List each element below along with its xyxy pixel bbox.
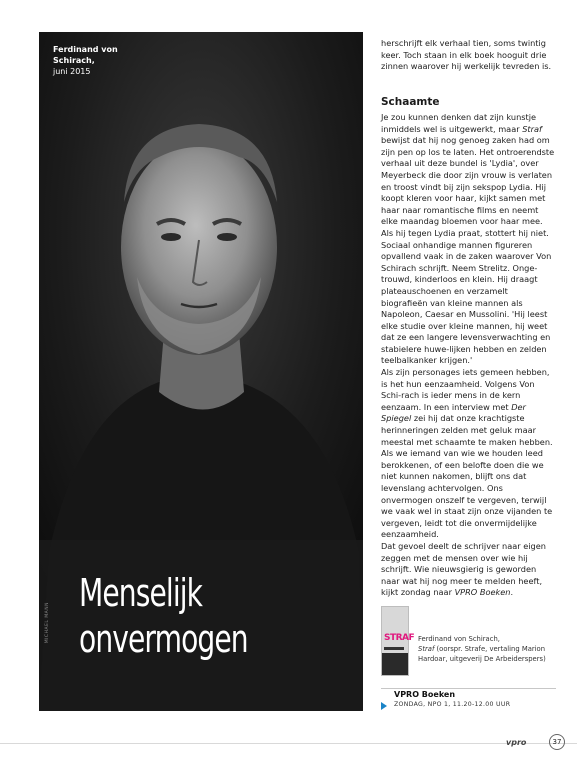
program-title: VPRO Boeken (394, 690, 456, 699)
book-info-box (381, 606, 556, 686)
book-title-ref: Straf (522, 123, 542, 134)
body-paragraph (381, 541, 556, 599)
show-ref: VPRO Boeken (454, 587, 511, 598)
portrait-photo (39, 32, 363, 711)
text-run: Je zou kunnen denken dat zijn kunstje inmiddels wel is uitgewerkt, maar (381, 112, 537, 134)
page-number: 37 (549, 734, 565, 750)
book-details (418, 634, 558, 664)
text-run: Dat gevoel deelt de schrijver naar eigen zeggen met de mensen over wie hij schrijft. Wie nieuwsgierig is geworden naar wat hij nog meer te melden heeft, kijkt zondag naar (381, 540, 546, 598)
play-arrow-icon (381, 702, 387, 710)
body-paragraph (381, 112, 556, 240)
book-meta: (oorspr. Strafe, vertaling Marion Hardoar, uitgeverij De Arbeiderspers) (418, 645, 546, 663)
body-paragraph (381, 367, 556, 541)
book-cover-title: STRAF (384, 633, 415, 643)
caption-date: juni 2015 (53, 67, 91, 76)
text-run: . (510, 587, 514, 598)
footer-divider (0, 743, 577, 744)
book-title: Straf (418, 645, 435, 653)
body-paragraph: Sociaal onhandige mannen figureren opvallend vaak in de zaken waarover Von Schirach schrijft. Neem Strelitz. Onge-trouwd, kinderloos en klein. Hij draagt plateauschoenen en verzamelt biografieën van kleine mannen als Napoleon, Caesar en Mussolini. 'Hij leest elke studie over kleine mannen, hij weet dat ze een langere levensverwachting en stabielere huwe-lijken hebben en zelden teelbalkanker krijgen.' (381, 239, 552, 366)
divider (381, 688, 556, 689)
section-subhead: Schaamte (381, 96, 440, 108)
photo-credit: MICHAEL MANN (45, 602, 50, 644)
text-run: Als zijn personages iets gemeen hebben, is het hun eenzaamheid. Volgens Von Schi-rach is ieder mens in de kern eenzaam. In een interview met (381, 367, 550, 412)
caption-name: Ferdinand von Schirach, (53, 45, 118, 65)
book-author: Ferdinand von Schirach, (418, 635, 500, 643)
headline (79, 570, 289, 662)
text-run: bewijst dat hij nog genoeg zaken had om zijn pen op los te laten. Het ontroerendste verhaal uit deze bundel is 'Lydia', over Meyerbeck die door zijn vrouw is verlaten en troost vindt bij zijn sekspop Lydia. Hij koopt kleren voor haar, kijkt samen met haar naar romantische films en neemt elke maandag bloemen voor haar mee. Als hij tegen Lydia praat, stottert hij niet. (381, 135, 555, 238)
photo-caption (53, 44, 143, 77)
publisher-logo: vpro (506, 738, 527, 747)
magazine-ref: Der Spiegel (381, 401, 526, 424)
text-run: zei hij dat onze krachtigste herinneringen zelden met geluk maar meestal met schaamte te maken hebben. Als we iemand van wie we houden leed berokkenen, of een belofte doen die we niet kunnen nakomen, blijft ons dat levenslang achtervolgen. Ons onvermogen onszelf te vergeven, terwijl we vaak wel in staat zijn onze vijanden te vergeven, leidt tot die onvermijdelijke eenzaamheid. (381, 413, 553, 540)
book-cover-band (382, 653, 408, 675)
broadcast-time: ZONDAG, NPO 1, 11.20-12.00 UUR (394, 701, 511, 708)
intro-text: herschrijft elk verhaal tien, soms twintig keer. Toch staan in elk boek hooguit drie zinnen waarover hij werkelijk tevreden is. (381, 38, 552, 72)
headline-line-2: onvermogen (79, 617, 248, 661)
book-cover-stripe (384, 647, 404, 650)
book-cover (381, 606, 415, 676)
article-body (381, 112, 556, 599)
intro-paragraph (381, 38, 556, 73)
headline-line-1: Menselijk (79, 571, 203, 615)
